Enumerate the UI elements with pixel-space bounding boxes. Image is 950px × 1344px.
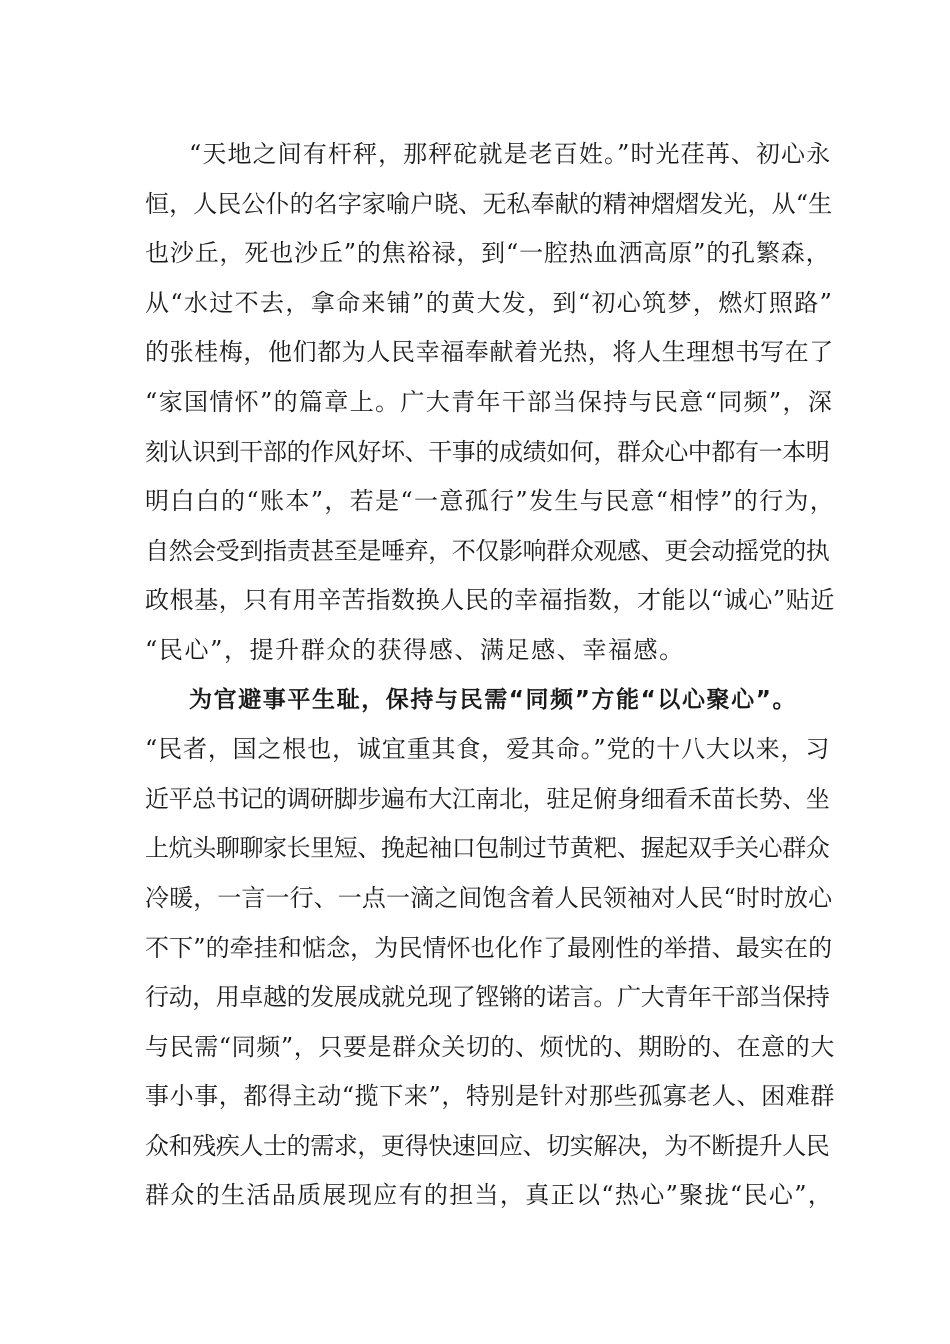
paragraph1-line-2: 恒，人民公仆的名字家喻户晓、无私奉献的精神熠熠发光，从“生 xyxy=(145,189,833,218)
paragraph2-line-10: 群众的生活品质展现应有的担当，真正以“热心”聚拢“民心”， xyxy=(145,1181,834,1210)
paragraph1-line-5: 的张桂梅，他们都为人民幸福奉献着光热，将人生理想书写在了 xyxy=(145,338,834,367)
paragraph1-line-3: 也沙丘，死也沙丘”的焦裕禄，到“一腔热血洒高原”的孔繁森， xyxy=(145,239,831,268)
paragraph1-line-8: 明白白的“账本”，若是“一意孤行”发生与民意“相悖”的行为， xyxy=(145,487,836,516)
paragraph2-line-8: 事小事，都得主动“揽下来”，特别是针对那些孤寡老人、困难群 xyxy=(145,1082,835,1111)
paragraph1-line-10: 政根基，只有用辛苦指数换人民的幸福指数，才能以“诚心”贴近 xyxy=(145,586,835,615)
paragraph2-line-6: 行动，用卓越的发展成就兑现了铿锵的诺言。广大青年干部当保持 xyxy=(145,983,830,1012)
paragraph2-line-3: 上炕头聊聊家长里短、挽起袖口包制过节黄粑、握起双手关心群众 xyxy=(145,834,830,863)
paragraph2-line-1: “民者，国之根也，诚宜重其食，爱其命。”党的十八大以来，习 xyxy=(145,735,831,764)
paragraph2-line-4: 冷暖，一言一行、一点一滴之间饱含着人民领袖对人民“时时放心 xyxy=(145,883,833,912)
paragraph2-line-9: 众和残疾人士的需求，更得快速回应、切实解决，为不断提升人民 xyxy=(145,1131,830,1160)
paragraph1-line-7: 刻认识到干部的作风好坏、干事的成绩如何，群众心中都有一本明 xyxy=(145,437,830,466)
paragraph2-line-2: 近平总书记的调研脚步遍布大江南北，驻足俯身细看禾苗长势、坐 xyxy=(145,784,830,813)
paragraph1-line-4: 从“水过不去，拿命来铺”的黄大发，到“初心筑梦，燃灯照路” xyxy=(145,288,834,317)
paragraph1-line-6: “家国情怀”的篇章上。广大青年干部当保持与民意“同频”，深 xyxy=(145,387,834,416)
paragraph1-line-9: 自然会受到指责甚至是唾弃，不仅影响群众观感、更会动摇党的执 xyxy=(145,536,830,565)
paragraph2-line-7: 与民需“同频”，只要是群众关切的、烦忧的、期盼的、在意的大 xyxy=(145,1032,835,1061)
paragraph2-line-5: 不下”的牵挂和惦念，为民情怀也化作了最刚性的举措、最实在的 xyxy=(145,933,833,962)
paragraph1-line-1: “天地之间有杆秤，那秤砣就是老百姓。”时光荏苒、初心永 xyxy=(189,140,832,168)
paragraph1-line-11: “民心”，提升群众的获得感、满足感、幸福感。 xyxy=(145,635,685,664)
document-body xyxy=(145,130,835,1221)
paragraph2-heading: 为官避事平生耻，保持与民需“同频”方能“以心聚心”。 xyxy=(189,686,798,713)
